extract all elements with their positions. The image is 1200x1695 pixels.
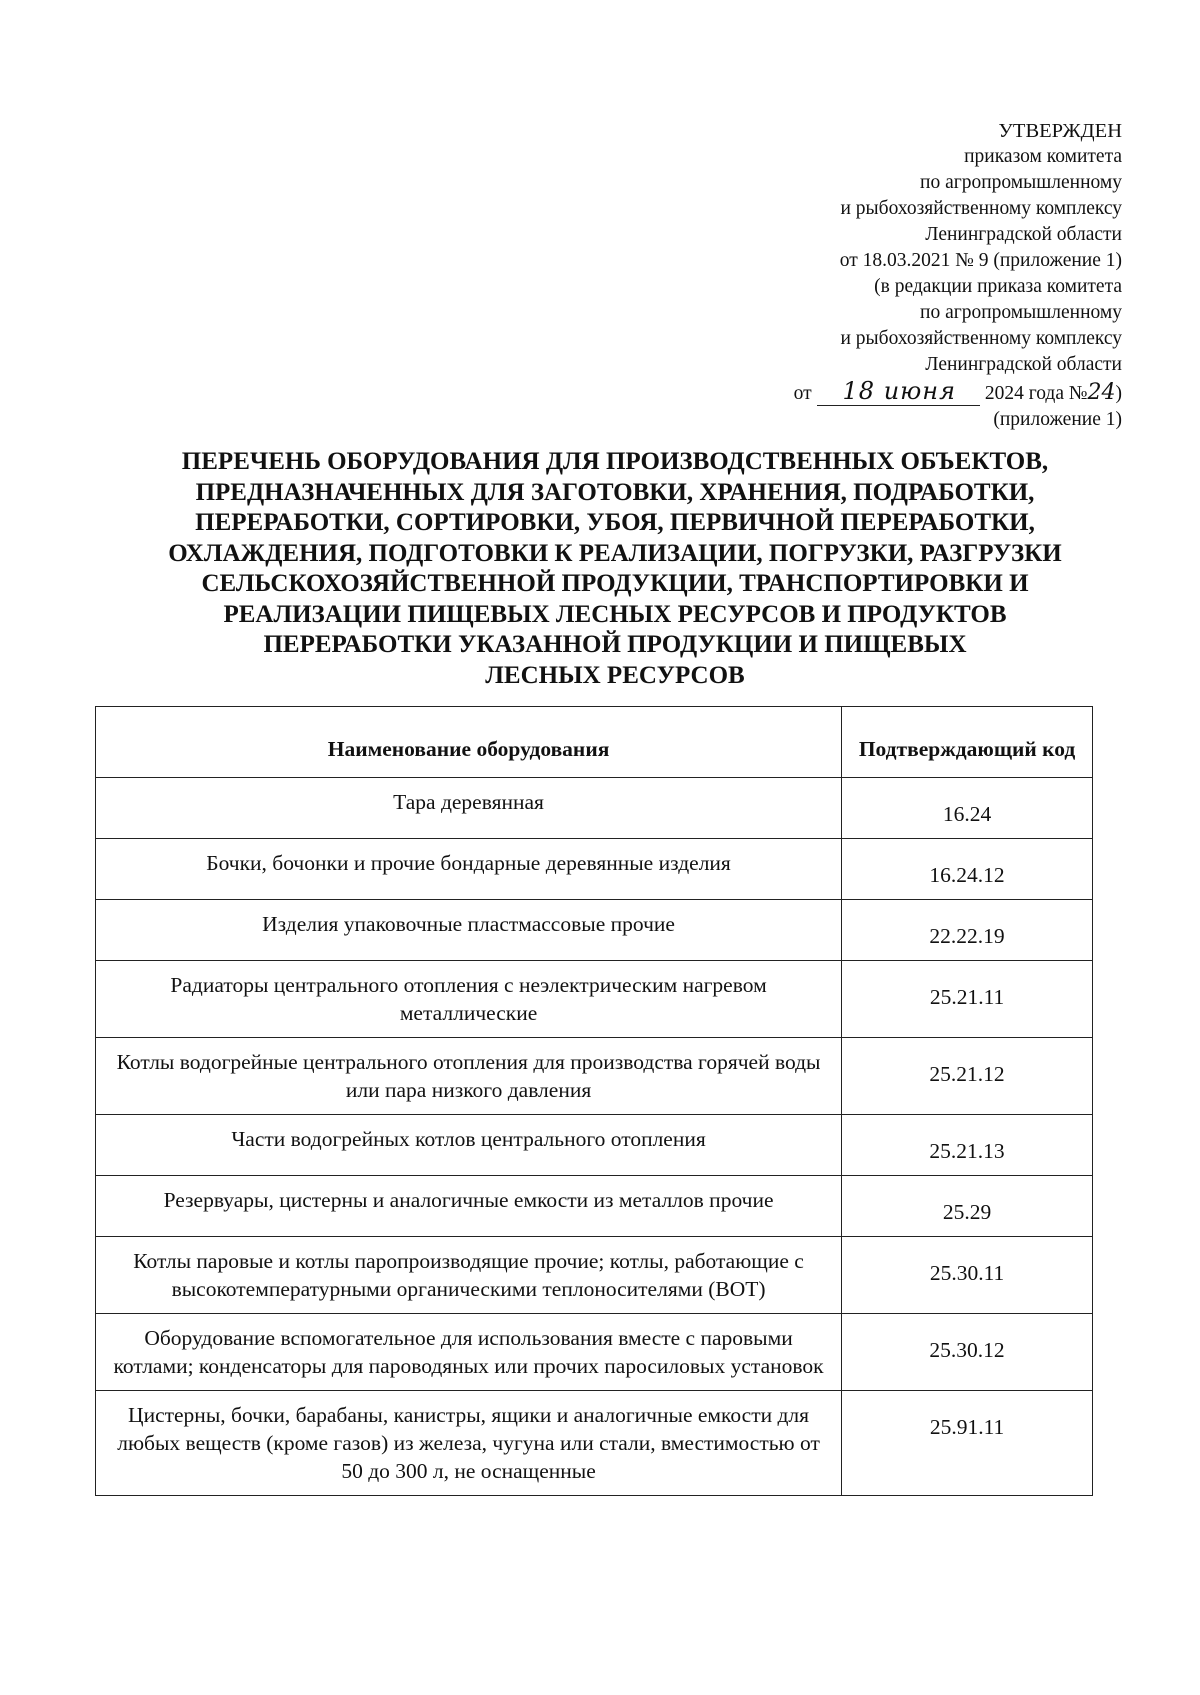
approval-line: по агропромышленному — [920, 172, 1122, 193]
approval-line: Ленинградской области — [925, 354, 1122, 375]
title-line: ОХЛАЖДЕНИЯ, ПОДГОТОВКИ К РЕАЛИЗАЦИИ, ПОГРУЗКИ, РАЗГРУЗКИ — [168, 539, 1062, 567]
title-line: ПЕРЕЧЕНЬ ОБОРУДОВАНИЯ ДЛЯ ПРОИЗВОДСТВЕННЫХ ОБЪЕКТОВ, — [181, 448, 1049, 475]
title-line: ПРЕДНАЗНАЧЕННЫХ ДЛЯ ЗАГОТОВКИ, ХРАНЕНИЯ, ПОДРАБОТКИ, — [195, 478, 1035, 506]
approval-date-line — [794, 378, 1122, 407]
handwritten-number: 24 — [1087, 380, 1116, 405]
table-row — [96, 1391, 1093, 1496]
title-line: РЕАЛИЗАЦИИ ПИЩЕВЫХ ЛЕСНЫХ РЕСУРСОВ И ПРОДУКТОВ — [223, 600, 1007, 628]
equipment-name-cell: Части водогрейных котлов центрального отопления — [96, 1115, 842, 1176]
date-prefix: от — [793, 383, 812, 404]
approval-line: (приложение 1) — [993, 409, 1122, 430]
equipment-name-cell: Цистерны, бочки, барабаны, канистры, ящики и аналогичные емкости для любых веществ (кроме газов) из железа, чугуна или стали, вместимостью от 50 до 300 л, не оснащенные — [96, 1391, 842, 1496]
table-row — [96, 1314, 1093, 1391]
equipment-code-cell: 22.22.19 — [842, 900, 1093, 961]
table-row — [96, 1237, 1093, 1314]
header-equipment-name: Наименование оборудования — [96, 707, 842, 778]
equipment-name-cell: Бочки, бочонки и прочие бондарные деревянные изделия — [96, 839, 842, 900]
table-row — [96, 839, 1093, 900]
year-text: 2024 года № — [984, 383, 1088, 404]
equipment-code-cell: 25.21.12 — [842, 1038, 1093, 1115]
table-row — [96, 900, 1093, 961]
equipment-name-cell: Котлы паровые и котлы паропроизводящие прочие; котлы, работающие с высокотемпературными органическими теплоносителями (ВОТ) — [96, 1237, 842, 1314]
equipment-table — [95, 706, 1093, 1496]
equipment-name-cell: Изделия упаковочные пластмассовые прочие — [96, 900, 842, 961]
approval-heading: УТВЕРЖДЕН — [998, 120, 1122, 142]
equipment-name-cell: Оборудование вспомогательное для использования вместе с паровыми котлами; конденсаторы для пароводяных или прочих паросиловых установок — [96, 1314, 842, 1391]
equipment-name-cell: Радиаторы центрального отопления с неэлектрическим нагревом металлические — [96, 961, 842, 1038]
approval-line: и рыбохозяйственному комплексу — [840, 328, 1122, 349]
title-line: ЛЕСНЫХ РЕСУРСОВ — [485, 661, 745, 689]
equipment-name-cell: Тара деревянная — [96, 778, 842, 839]
handwritten-date: 18 июня — [817, 377, 980, 406]
approval-line: (в редакции приказа комитета — [874, 276, 1122, 297]
table-header-row — [96, 707, 1093, 778]
approval-line: и рыбохозяйственному комплексу — [840, 198, 1122, 219]
equipment-name-cell: Резервуары, цистерны и аналогичные емкости из металлов прочие — [96, 1176, 842, 1237]
approval-line: по агропромышленному — [920, 302, 1122, 323]
equipment-name-cell: Котлы водогрейные центрального отопления для производства горячей воды или пара низкого давления — [96, 1038, 842, 1115]
table-row — [96, 778, 1093, 839]
approval-line: Ленинградской области — [925, 224, 1122, 245]
equipment-code-cell: 25.29 — [842, 1176, 1093, 1237]
table-row — [96, 1038, 1093, 1115]
table-row — [96, 961, 1093, 1038]
title-line: ПЕРЕРАБОТКИ, СОРТИРОВКИ, УБОЯ, ПЕРВИЧНОЙ ПЕРЕРАБОТКИ, — [195, 509, 1035, 536]
header-confirming-code: Подтверждающий код — [842, 707, 1093, 778]
number-suffix: ) — [1115, 383, 1122, 404]
title-line: ПЕРЕРАБОТКИ УКАЗАННОЙ ПРОДУКЦИИ И ПИЩЕВЫХ — [263, 631, 967, 658]
equipment-code-cell: 25.21.13 — [842, 1115, 1093, 1176]
equipment-code-cell: 25.30.11 — [842, 1237, 1093, 1314]
approval-line: от 18.03.2021 № 9 (приложение 1) — [839, 250, 1122, 271]
equipment-code-cell: 16.24 — [842, 778, 1093, 839]
equipment-code-cell: 25.21.11 — [842, 961, 1093, 1038]
approval-line: приказом комитета — [964, 146, 1122, 167]
equipment-code-cell: 16.24.12 — [842, 839, 1093, 900]
table-row — [96, 1115, 1093, 1176]
document-title — [140, 447, 1090, 691]
table-row — [96, 1176, 1093, 1237]
equipment-code-cell: 25.91.11 — [842, 1391, 1093, 1496]
equipment-code-cell: 25.30.12 — [842, 1314, 1093, 1391]
approval-block — [794, 118, 1122, 433]
title-line: СЕЛЬСКОХОЗЯЙСТВЕННОЙ ПРОДУКЦИИ, ТРАНСПОРТИРОВКИ И — [201, 570, 1029, 597]
